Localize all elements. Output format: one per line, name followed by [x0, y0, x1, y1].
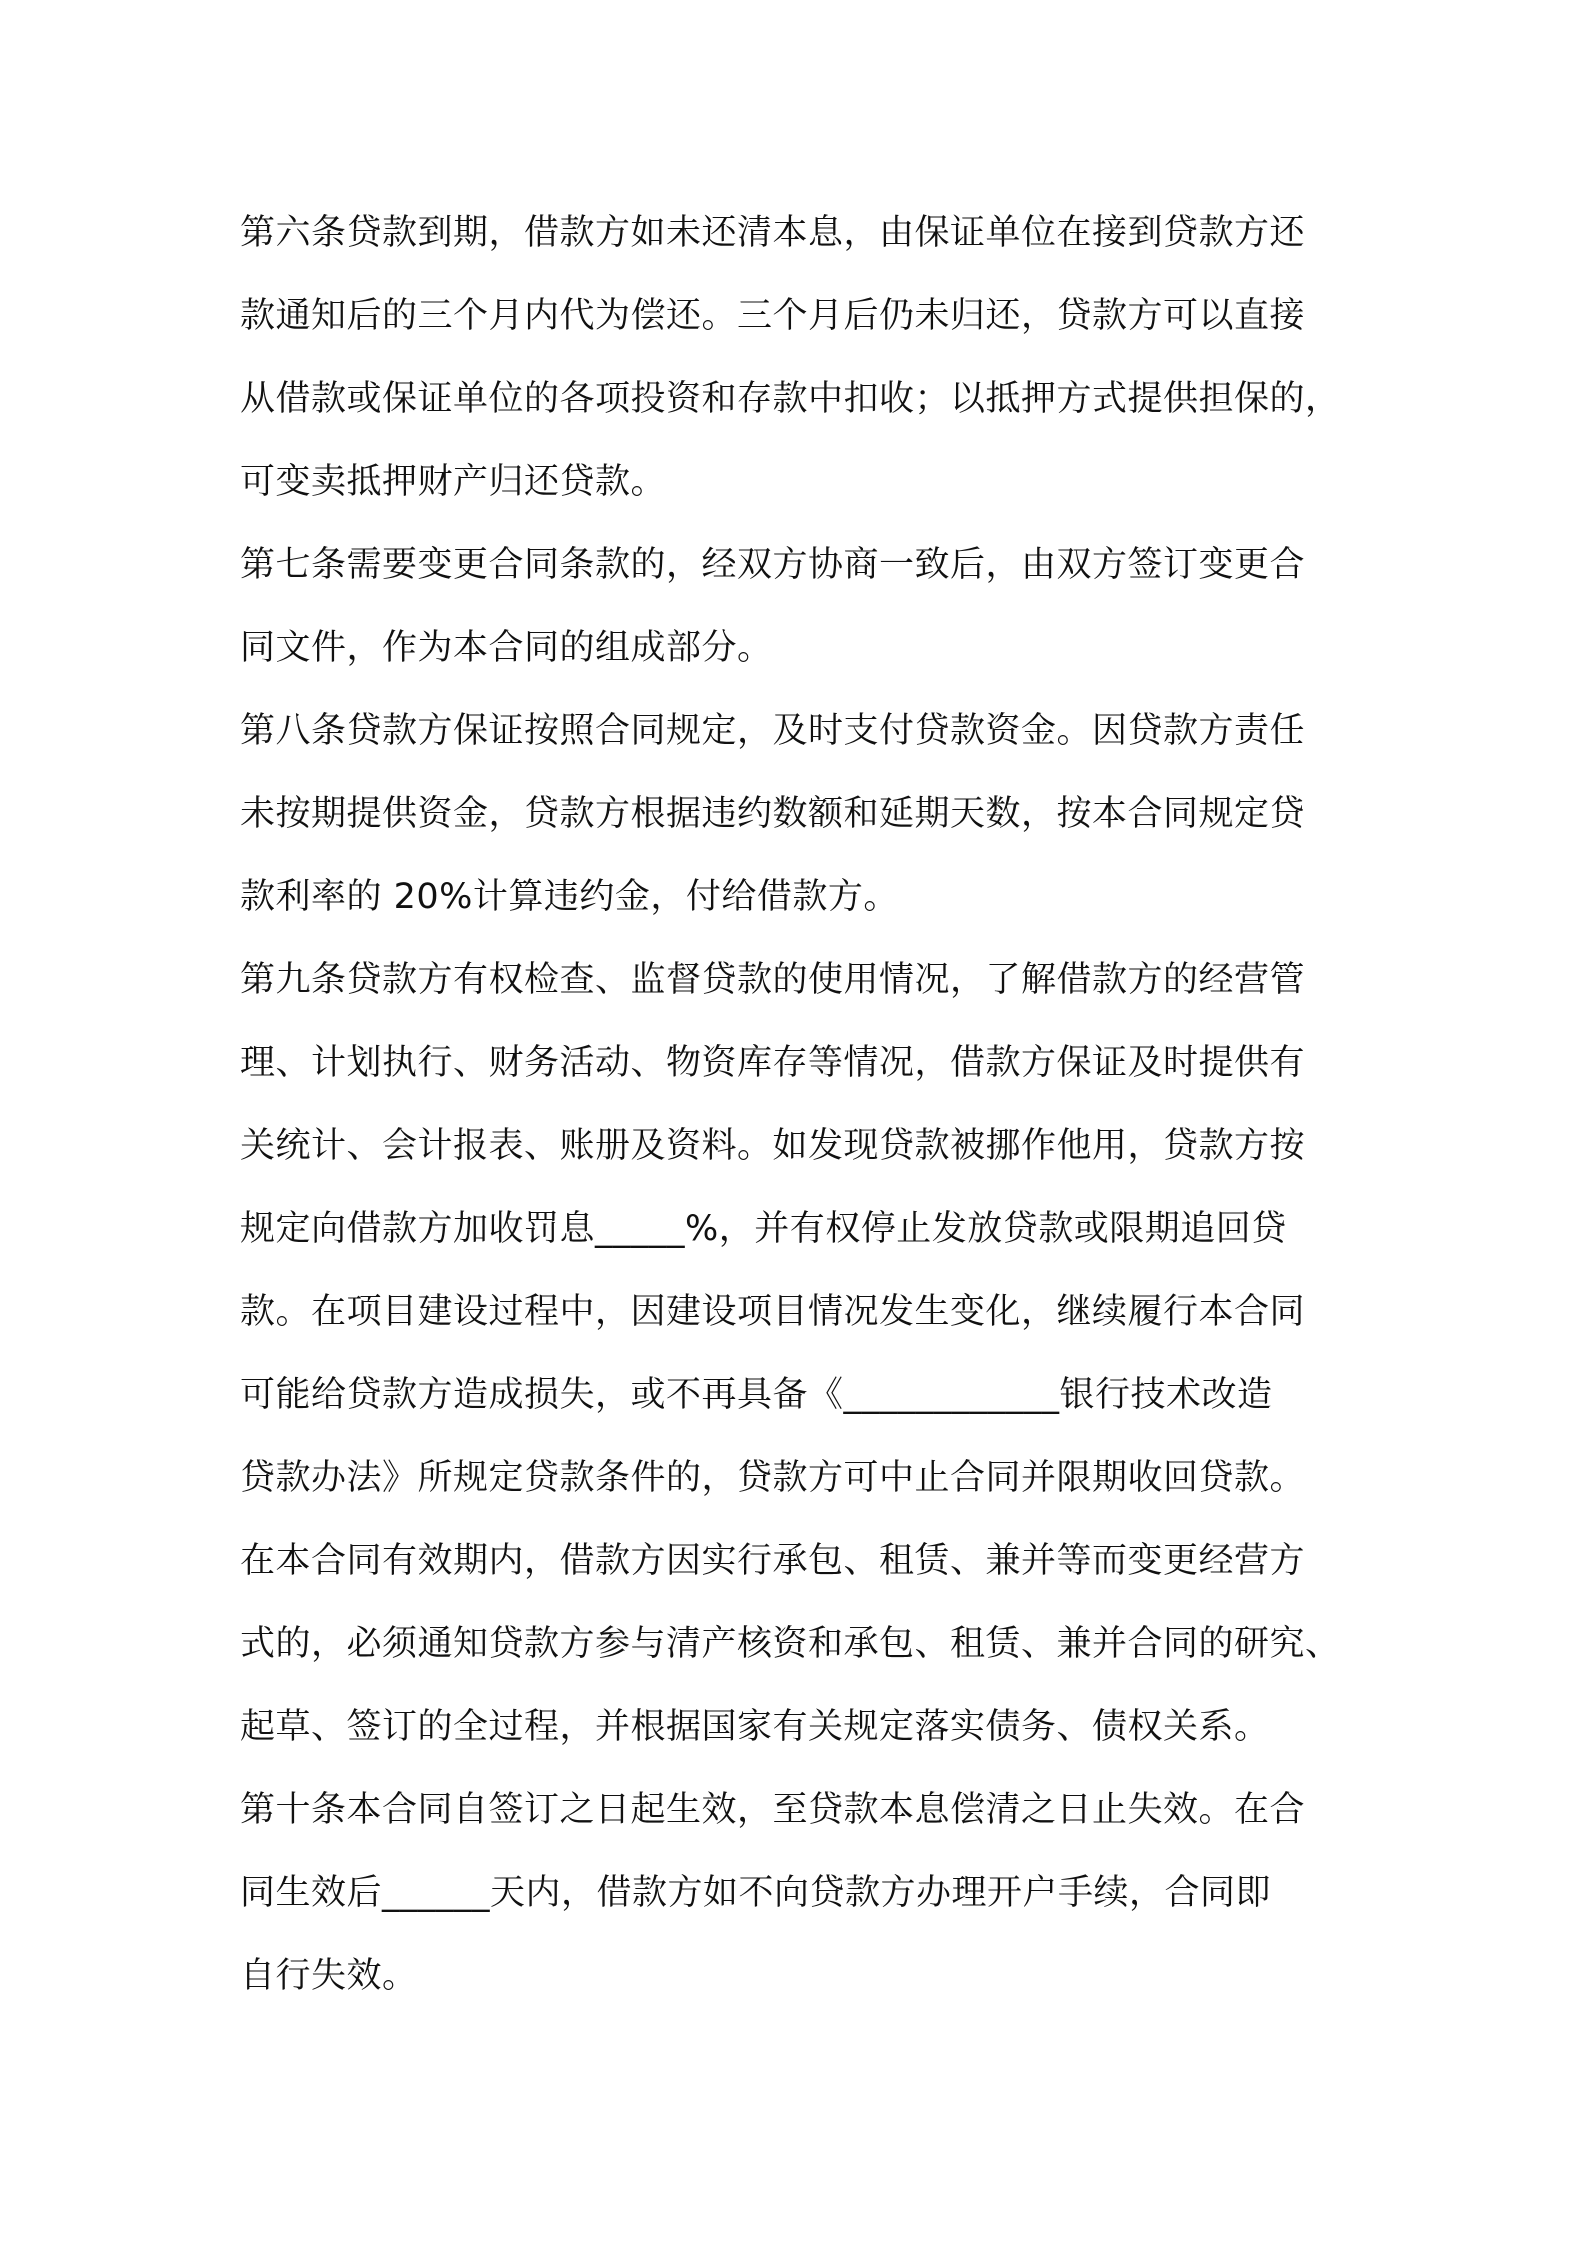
article-10-line-1: 第十条本合同自签订之日起生效，至贷款本息偿清之日止失效。在合 — [240, 1790, 1306, 1830]
article-6-line-3: 从借款或保证单位的各项投资和存款中扣收；以抵押方式提供担保的， — [240, 379, 1341, 419]
article-9-line-9: 式的，必须通知贷款方参与清产核资和承包、租赁、兼并合同的研究、 — [240, 1624, 1341, 1664]
article-10-line-3: 自行失效。 — [240, 1956, 418, 1996]
article-10-line-2: 同生效后______天内，借款方如不向贷款方办理开户手续，合同即 — [240, 1873, 1272, 1913]
article-9-line-5: 款。在项目建设过程中，因建设项目情况发生变化，继续履行本合同 — [240, 1292, 1306, 1332]
article-7-line-1: 第七条需要变更合同条款的，经双方协商一致后，由双方签订变更合 — [240, 545, 1306, 585]
article-6-line-1: 第六条贷款到期，借款方如未还清本息，由保证单位在接到贷款方还 — [240, 213, 1306, 253]
article-9-line-6: 可能给贷款方造成损失，或不再具备《____________银行技术改造 — [240, 1375, 1273, 1415]
article-9-line-3: 关统计、会计报表、账册及资料。如发现贷款被挪作他用，贷款方按 — [240, 1126, 1306, 1166]
article-9-line-1: 第九条贷款方有权检查、监督贷款的使用情况，了解借款方的经营管 — [240, 960, 1306, 1000]
article-9-line-8: 在本合同有效期内，借款方因实行承包、租赁、兼并等而变更经营方 — [240, 1541, 1306, 1581]
article-9-line-2: 理、计划执行、财务活动、物资库存等情况，借款方保证及时提供有 — [240, 1043, 1306, 1083]
article-9-line-7: 贷款办法》所规定贷款条件的，贷款方可中止合同并限期收回贷款。 — [240, 1458, 1306, 1498]
article-9-line-10: 起草、签订的全过程，并根据国家有关规定落实债务、债权关系。 — [240, 1707, 1270, 1747]
article-8-line-3: 款利率的 20%计算违约金，付给借款方。 — [240, 877, 899, 917]
article-8-line-2: 未按期提供资金，贷款方根据违约数额和延期天数，按本合同规定贷 — [240, 794, 1306, 834]
article-6-line-4: 可变卖抵押财产归还贷款。 — [240, 462, 667, 502]
article-6-line-2: 款通知后的三个月内代为偿还。三个月后仍未归还，贷款方可以直接 — [240, 296, 1306, 336]
article-8-line-1: 第八条贷款方保证按照合同规定，及时支付贷款资金。因贷款方责任 — [240, 711, 1306, 751]
document-body — [240, 192, 1360, 2018]
article-7-line-2: 同文件，作为本合同的组成部分。 — [240, 628, 773, 668]
article-9-line-4: 规定向借款方加收罚息_____%，并有权停止发放贷款或限期追回贷 — [240, 1209, 1287, 1249]
